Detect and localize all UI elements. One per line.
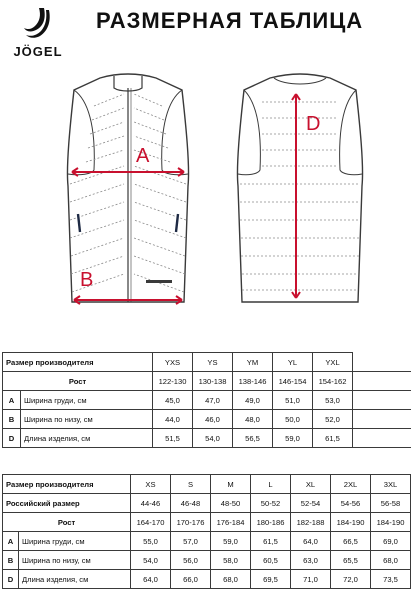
empty-cell: [353, 372, 411, 391]
height-cell: 180-186: [251, 513, 291, 532]
height-cell: 154-162: [313, 372, 353, 391]
value-cell: 72,0: [331, 570, 371, 589]
value-cell: 59,0: [273, 429, 313, 448]
ru-size-cell: 52-54: [291, 494, 331, 513]
height-cell: 164-170: [131, 513, 171, 532]
measure-label: Ширина по низу, см: [19, 551, 131, 570]
size-cell: YS: [193, 353, 233, 372]
height-cell: 146-154: [273, 372, 313, 391]
empty-cell: [353, 410, 411, 429]
height-cell: 182-188: [291, 513, 331, 532]
measure-label: Ширина груди, см: [21, 391, 153, 410]
value-cell: 73,5: [371, 570, 411, 589]
value-cell: 57,0: [171, 532, 211, 551]
empty-cell: [353, 391, 411, 410]
table-row: [3, 532, 411, 551]
value-cell: 69,0: [371, 532, 411, 551]
height-cell: 184-190: [371, 513, 411, 532]
measure-letter: A: [3, 391, 21, 410]
value-cell: 58,0: [211, 551, 251, 570]
ru-size-cell: 50-52: [251, 494, 291, 513]
size-table-youth: [2, 352, 411, 448]
value-cell: 45,0: [153, 391, 193, 410]
value-cell: 64,0: [291, 532, 331, 551]
value-cell: 71,0: [291, 570, 331, 589]
ru-size-cell: 56-58: [371, 494, 411, 513]
value-cell: 48,0: [233, 410, 273, 429]
value-cell: 60,5: [251, 551, 291, 570]
manufacturer-size-label: Размер производителя: [3, 475, 131, 494]
measure-label: Длина изделия, см: [21, 429, 153, 448]
value-cell: 46,0: [193, 410, 233, 429]
value-cell: 49,0: [233, 391, 273, 410]
table-row: [3, 494, 411, 513]
size-cell: M: [211, 475, 251, 494]
value-cell: 55,0: [131, 532, 171, 551]
ru-size-cell: 54-56: [331, 494, 371, 513]
value-cell: 54,0: [131, 551, 171, 570]
page-title: РАЗМЕРНАЯ ТАБЛИЦА: [96, 8, 364, 33]
value-cell: 66,0: [171, 570, 211, 589]
table-row: [3, 551, 411, 570]
height-cell: 130-138: [193, 372, 233, 391]
size-table-adult: [2, 474, 411, 589]
size-cell: L: [251, 475, 291, 494]
table-row: [3, 429, 411, 448]
table-row: [3, 391, 411, 410]
height-cell: 184-190: [331, 513, 371, 532]
russian-size-label: Российский размер: [3, 494, 131, 513]
table-row: [3, 372, 411, 391]
value-cell: 56,5: [233, 429, 273, 448]
size-cell: S: [171, 475, 211, 494]
size-cell: 2XL: [331, 475, 371, 494]
value-cell: 53,0: [313, 391, 353, 410]
marker-b-label: B: [80, 269, 94, 291]
value-cell: 50,0: [273, 410, 313, 429]
measure-letter: D: [3, 570, 19, 589]
size-cell: YM: [233, 353, 273, 372]
jogel-logo-icon: [22, 6, 54, 42]
size-cell: YL: [273, 353, 313, 372]
table-row: [3, 410, 411, 429]
value-cell: 51,5: [153, 429, 193, 448]
ru-size-cell: 44-46: [131, 494, 171, 513]
measure-letter: B: [3, 551, 19, 570]
measure-label: Ширина груди, см: [19, 532, 131, 551]
measure-letter: B: [3, 410, 21, 429]
size-cell: XS: [131, 475, 171, 494]
size-cell: YXS: [153, 353, 193, 372]
measure-label: Длина изделия, см: [19, 570, 131, 589]
value-cell: 61,5: [313, 429, 353, 448]
marker-d-label: D: [306, 113, 321, 135]
value-cell: 64,0: [131, 570, 171, 589]
value-cell: 66,5: [331, 532, 371, 551]
height-label: Рост: [3, 372, 153, 391]
value-cell: 65,5: [331, 551, 371, 570]
value-cell: 56,0: [171, 551, 211, 570]
value-cell: 52,0: [313, 410, 353, 429]
measure-letter: A: [3, 532, 19, 551]
table-row: [3, 570, 411, 589]
value-cell: 68,0: [371, 551, 411, 570]
brand-logo-text: JÖGEL: [13, 44, 63, 59]
height-cell: 176-184: [211, 513, 251, 532]
height-cell: 122-130: [153, 372, 193, 391]
value-cell: 69,5: [251, 570, 291, 589]
value-cell: 59,0: [211, 532, 251, 551]
size-cell: 3XL: [371, 475, 411, 494]
value-cell: 44,0: [153, 410, 193, 429]
height-cell: 138-146: [233, 372, 273, 391]
height-cell: 170-176: [171, 513, 211, 532]
value-cell: 63,0: [291, 551, 331, 570]
ru-size-cell: 46-48: [171, 494, 211, 513]
marker-a-label: A: [136, 145, 150, 167]
table-row: [3, 353, 411, 372]
measure-letter: D: [3, 429, 21, 448]
manufacturer-size-label: Размер производителя: [3, 353, 153, 372]
table-row: [3, 513, 411, 532]
brand-logo: [8, 6, 68, 58]
vest-drawings: [0, 66, 412, 316]
table-row: [3, 475, 411, 494]
value-cell: 47,0: [193, 391, 233, 410]
value-cell: 51,0: [273, 391, 313, 410]
empty-cell: [353, 429, 411, 448]
ru-size-cell: 48-50: [211, 494, 251, 513]
value-cell: 61,5: [251, 532, 291, 551]
size-cell: YXL: [313, 353, 353, 372]
vest-back-drawing: [237, 74, 362, 302]
value-cell: 54,0: [193, 429, 233, 448]
value-cell: 68,0: [211, 570, 251, 589]
height-label: Рост: [3, 513, 131, 532]
empty-cell: [353, 353, 411, 372]
size-cell: XL: [291, 475, 331, 494]
header: [0, 0, 412, 62]
measure-label: Ширина по низу, см: [21, 410, 153, 429]
